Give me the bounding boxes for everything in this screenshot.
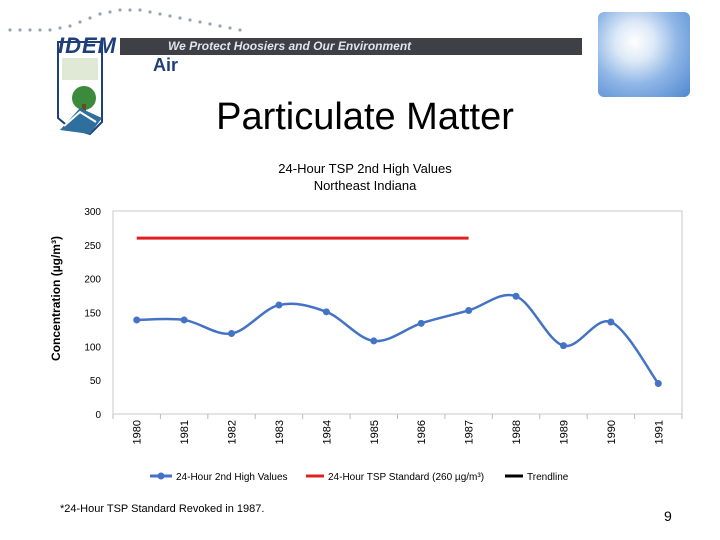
x-tick-label: 1986 bbox=[416, 420, 429, 445]
y-axis-label: Concentration (µg/m³) bbox=[49, 236, 63, 361]
legend-label-2: 24-Hour TSP Standard (260 µg/m³) bbox=[328, 472, 485, 483]
data-point bbox=[465, 307, 472, 314]
x-tick-label: 1985 bbox=[368, 420, 381, 445]
legend-marker bbox=[158, 473, 165, 480]
x-tick-label: 1988 bbox=[511, 420, 524, 445]
footnote: *24-Hour TSP Standard Revoked in 1987. bbox=[60, 503, 265, 515]
y-tick-label: 300 bbox=[84, 207, 101, 218]
page-number: 9 bbox=[664, 508, 672, 524]
data-point bbox=[181, 316, 188, 323]
x-tick-label: 1991 bbox=[653, 420, 666, 445]
division-name: Air bbox=[153, 55, 179, 75]
data-point bbox=[275, 302, 282, 309]
y-tick-label: 250 bbox=[84, 240, 101, 252]
chart-title-line-2: Northeast Indiana bbox=[313, 178, 417, 193]
data-point bbox=[418, 320, 425, 327]
x-tick-label: 1984 bbox=[321, 420, 334, 445]
agency-name: IDEM bbox=[58, 33, 117, 58]
y-tick-label: 0 bbox=[95, 410, 101, 421]
y-tick-label: 50 bbox=[89, 376, 101, 388]
legend-label-1: 24-Hour 2nd High Values bbox=[176, 472, 288, 483]
x-tick-label: 1989 bbox=[558, 420, 571, 445]
x-tick-label: 1983 bbox=[273, 420, 286, 445]
series-line-1 bbox=[137, 295, 659, 384]
plot-area bbox=[113, 211, 682, 414]
header-slogan: We Protect Hoosiers and Our Environment bbox=[168, 39, 412, 53]
data-point bbox=[655, 380, 662, 387]
chart-title-line-1: 24-Hour TSP 2nd High Values bbox=[278, 161, 452, 176]
x-tick-label: 1990 bbox=[605, 420, 618, 445]
x-tick-label: 1987 bbox=[463, 420, 476, 445]
slide-title: Particulate Matter bbox=[216, 96, 514, 138]
data-point bbox=[370, 337, 377, 344]
data-point bbox=[607, 318, 614, 325]
y-tick-label: 200 bbox=[84, 274, 101, 286]
data-point bbox=[323, 308, 330, 315]
data-point bbox=[513, 293, 520, 300]
x-tick-label: 1981 bbox=[179, 420, 192, 445]
y-tick-label: 100 bbox=[84, 342, 101, 354]
x-tick-label: 1980 bbox=[131, 420, 144, 445]
y-tick-label: 150 bbox=[84, 308, 101, 320]
legend-label-3: Trendline bbox=[527, 472, 569, 483]
data-point bbox=[133, 316, 140, 323]
x-tick-label: 1982 bbox=[226, 420, 239, 445]
data-point bbox=[228, 330, 235, 337]
data-point bbox=[560, 342, 567, 349]
